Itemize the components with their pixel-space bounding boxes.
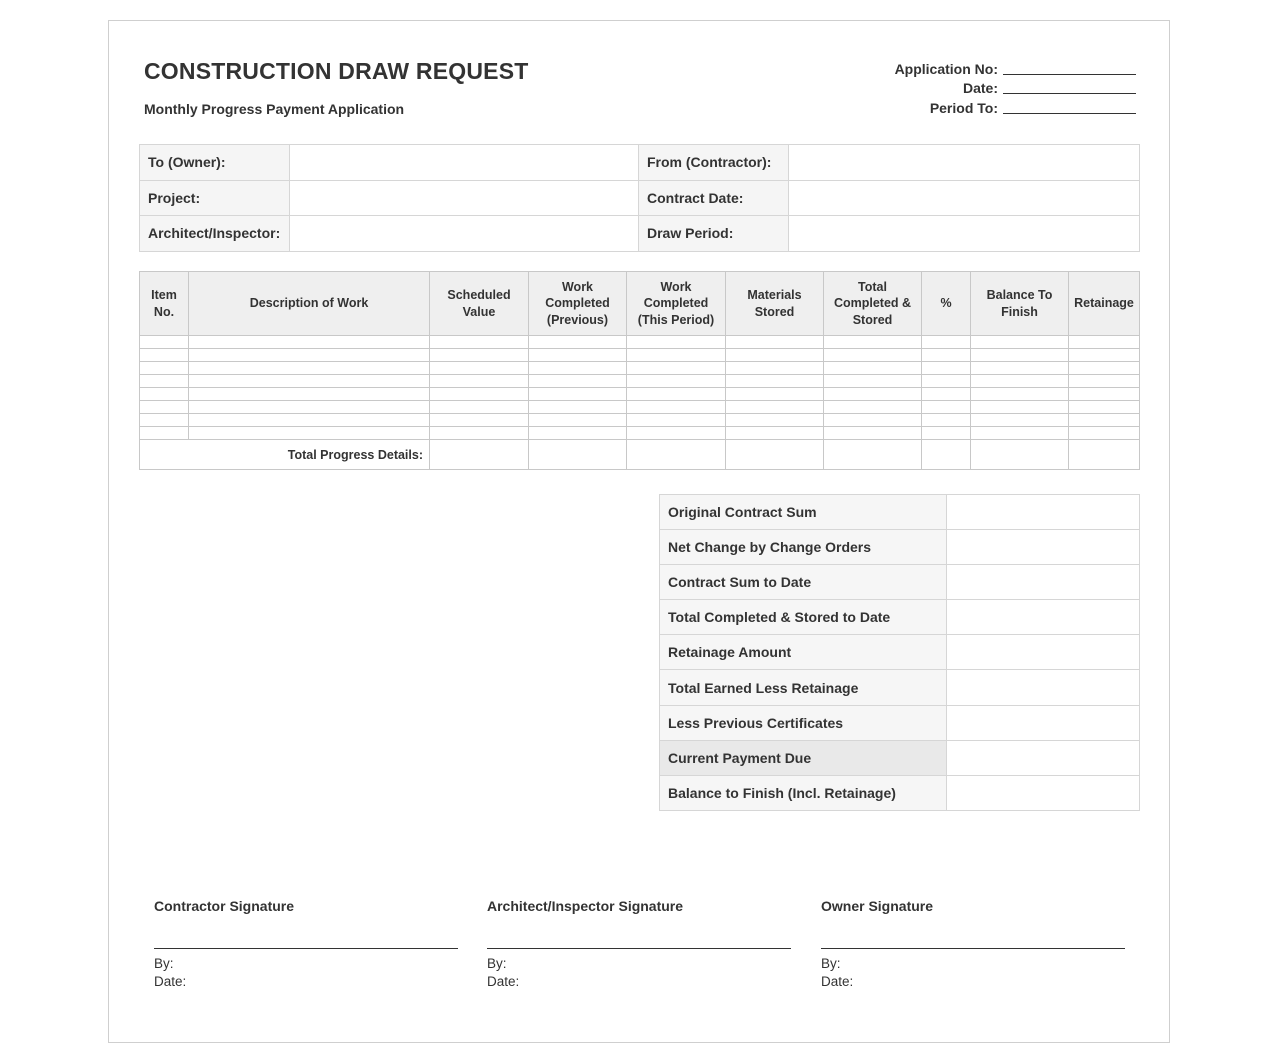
contractor-signature-line[interactable] — [154, 948, 458, 949]
table-cell[interactable] — [726, 401, 824, 414]
total-cell[interactable] — [922, 440, 971, 470]
column-header-text: (This Period) — [637, 312, 715, 327]
draw-period-field[interactable] — [789, 216, 1140, 252]
column-header — [529, 272, 627, 336]
payment-summary-table — [659, 494, 1140, 811]
table-cell[interactable] — [1069, 401, 1140, 414]
table-cell[interactable] — [1069, 427, 1140, 440]
summary-label: Total Earned Less Retainage — [660, 670, 947, 705]
table-cell[interactable] — [529, 349, 627, 362]
table-cell[interactable] — [971, 362, 1069, 375]
column-header-text: Completed — [643, 296, 709, 311]
summary-value[interactable] — [947, 565, 1140, 600]
column-header-text: Balance To — [986, 288, 1053, 302]
table-cell[interactable] — [140, 401, 189, 414]
table-cell[interactable] — [971, 349, 1069, 362]
table-cell[interactable] — [529, 336, 627, 349]
contractor-signature-title: Contractor Signature — [154, 898, 295, 914]
summary-value[interactable] — [947, 530, 1140, 565]
architect-field[interactable] — [290, 216, 639, 252]
summary-label: Contract Sum to Date — [660, 565, 947, 600]
table-cell[interactable] — [726, 349, 824, 362]
total-cell[interactable] — [529, 440, 627, 470]
table-cell[interactable] — [189, 414, 430, 427]
table-cell[interactable] — [529, 414, 627, 427]
architect-by-label: By: — [487, 956, 507, 971]
summary-label: Total Completed & Stored to Date — [660, 600, 947, 635]
contractor-field[interactable] — [789, 145, 1140, 181]
table-cell[interactable] — [430, 375, 529, 388]
summary-label: Original Contract Sum — [660, 495, 947, 530]
summary-value[interactable] — [947, 775, 1140, 810]
contract-date-label: Contract Date: — [639, 180, 789, 216]
column-header — [726, 272, 824, 336]
draw-period-label: Draw Period: — [639, 216, 789, 252]
contractor-label: From (Contractor): — [639, 145, 789, 181]
table-cell[interactable] — [140, 349, 189, 362]
table-cell[interactable] — [140, 388, 189, 401]
column-header-text: Value — [462, 304, 496, 319]
table-cell[interactable] — [1069, 336, 1140, 349]
table-row — [140, 388, 1140, 401]
page-title: CONSTRUCTION DRAW REQUEST — [144, 58, 529, 84]
table-cell[interactable] — [189, 388, 430, 401]
column-header-text: Total — [858, 279, 887, 294]
summary-row — [660, 740, 1140, 775]
summary-row — [660, 530, 1140, 565]
summary-value[interactable] — [947, 740, 1140, 775]
summary-label: Less Previous Certificates — [660, 705, 947, 740]
table-cell[interactable] — [922, 401, 971, 414]
table-cell[interactable] — [1069, 388, 1140, 401]
column-header-text: Completed — [545, 296, 610, 311]
table-cell[interactable] — [726, 388, 824, 401]
summary-value[interactable] — [947, 670, 1140, 705]
date-field[interactable] — [1003, 82, 1136, 94]
table-cell[interactable] — [430, 414, 529, 427]
table-cell[interactable] — [922, 427, 971, 440]
table-cell[interactable] — [627, 362, 726, 375]
summary-label: Net Change by Change Orders — [660, 530, 947, 565]
table-cell[interactable] — [627, 427, 726, 440]
table-cell[interactable] — [1069, 414, 1140, 427]
column-header — [627, 272, 726, 336]
table-cell[interactable] — [824, 375, 922, 388]
owner-signature-line[interactable] — [821, 948, 1125, 949]
owner-signature-block — [821, 898, 1125, 991]
table-cell[interactable] — [971, 401, 1069, 414]
contractor-by-label: By: — [154, 956, 174, 971]
table-cell[interactable] — [922, 375, 971, 388]
table-cell[interactable] — [430, 349, 529, 362]
column-header — [1069, 272, 1140, 336]
summary-row — [660, 600, 1140, 635]
table-cell[interactable] — [824, 388, 922, 401]
owner-by-label: By: — [821, 956, 841, 971]
table-cell[interactable] — [627, 336, 726, 349]
work-table-body — [140, 336, 1140, 470]
table-cell[interactable] — [189, 362, 430, 375]
table-cell[interactable] — [824, 349, 922, 362]
column-header — [430, 272, 529, 336]
table-cell[interactable] — [922, 414, 971, 427]
column-header-text: Item — [151, 288, 177, 302]
work-table-header — [140, 272, 1140, 336]
column-header — [971, 272, 1069, 336]
table-cell[interactable] — [1069, 349, 1140, 362]
period-to-field[interactable] — [1003, 102, 1136, 114]
table-cell[interactable] — [140, 336, 189, 349]
table-row — [140, 401, 1140, 414]
table-cell[interactable] — [971, 388, 1069, 401]
table-cell[interactable] — [529, 362, 627, 375]
total-cell[interactable] — [726, 440, 824, 470]
column-header — [922, 272, 971, 336]
summary-label: Balance to Finish (Incl. Retainage) — [660, 775, 947, 810]
table-cell[interactable] — [922, 336, 971, 349]
column-header — [189, 272, 430, 336]
table-cell[interactable] — [430, 401, 529, 414]
total-cell[interactable] — [430, 440, 529, 470]
total-row — [140, 440, 1140, 470]
table-cell[interactable] — [726, 414, 824, 427]
party-info-table — [139, 144, 1140, 252]
application-meta — [840, 57, 1136, 116]
total-cell[interactable] — [971, 440, 1069, 470]
owner-label: To (Owner): — [140, 145, 290, 181]
column-header-text: Stored — [754, 304, 795, 319]
architect-signature-line[interactable] — [487, 948, 791, 949]
table-row — [140, 427, 1140, 440]
column-header-text: Stored — [852, 312, 893, 327]
project-field[interactable] — [290, 180, 639, 216]
table-cell[interactable] — [189, 401, 430, 414]
table-cell[interactable] — [971, 414, 1069, 427]
table-cell[interactable] — [189, 375, 430, 388]
summary-row — [660, 565, 1140, 600]
column-header-text: % — [940, 296, 952, 311]
table-cell[interactable] — [922, 362, 971, 375]
summary-value[interactable] — [947, 495, 1140, 530]
total-cell[interactable] — [1069, 440, 1140, 470]
summary-value[interactable] — [947, 600, 1140, 635]
table-cell[interactable] — [627, 414, 726, 427]
table-row — [140, 362, 1140, 375]
table-cell[interactable] — [1069, 362, 1140, 375]
table-row — [140, 336, 1140, 349]
summary-row — [660, 670, 1140, 705]
table-cell[interactable] — [726, 375, 824, 388]
table-cell[interactable] — [824, 414, 922, 427]
column-header-text: Description of Work — [249, 296, 369, 311]
table-cell[interactable] — [529, 401, 627, 414]
table-cell[interactable] — [824, 336, 922, 349]
application-no-field[interactable] — [1003, 63, 1136, 75]
total-progress-label: Total Progress Details: — [140, 440, 430, 470]
work-progress-table — [139, 271, 1140, 470]
table-cell[interactable] — [726, 362, 824, 375]
table-cell[interactable] — [922, 349, 971, 362]
summary-label: Current Payment Due — [660, 740, 947, 775]
architect-signature-block — [487, 898, 791, 991]
period-to-label: Period To: — [929, 99, 998, 116]
total-cell[interactable] — [627, 440, 726, 470]
summary-row — [660, 635, 1140, 670]
architect-label: Architect/Inspector: — [140, 216, 290, 252]
table-cell[interactable] — [430, 336, 529, 349]
table-cell[interactable] — [971, 427, 1069, 440]
table-row — [140, 375, 1140, 388]
application-no-label: Application No: — [894, 60, 998, 77]
table-cell[interactable] — [430, 362, 529, 375]
column-header-text: Work — [660, 279, 692, 294]
table-cell[interactable] — [140, 414, 189, 427]
contract-date-field[interactable] — [789, 180, 1140, 216]
summary-label: Retainage Amount — [660, 635, 947, 670]
table-cell[interactable] — [971, 375, 1069, 388]
table-cell[interactable] — [824, 362, 922, 375]
column-header — [140, 272, 189, 336]
table-cell[interactable] — [189, 427, 430, 440]
project-label: Project: — [140, 180, 290, 216]
table-cell[interactable] — [529, 427, 627, 440]
table-cell[interactable] — [430, 388, 529, 401]
architect-signature-title: Architect/Inspector Signature — [487, 898, 684, 914]
summary-row — [660, 705, 1140, 740]
table-cell[interactable] — [189, 349, 430, 362]
table-cell[interactable] — [430, 427, 529, 440]
table-cell[interactable] — [627, 375, 726, 388]
table-cell[interactable] — [140, 375, 189, 388]
column-header-text: Materials — [747, 288, 802, 302]
info-row — [140, 216, 1140, 252]
total-cell[interactable] — [824, 440, 922, 470]
table-cell[interactable] — [529, 375, 627, 388]
date-label: Date: — [962, 80, 998, 96]
summary-value[interactable] — [947, 635, 1140, 670]
summary-value[interactable] — [947, 705, 1140, 740]
summary-row — [660, 775, 1140, 810]
table-cell[interactable] — [189, 336, 430, 349]
column-header-text: Finish — [1001, 304, 1038, 319]
info-row — [140, 145, 1140, 181]
table-cell[interactable] — [824, 401, 922, 414]
table-cell[interactable] — [627, 388, 726, 401]
contractor-signature-block — [154, 898, 458, 991]
table-row — [140, 349, 1140, 362]
column-header-text: (Previous) — [546, 312, 609, 327]
owner-field[interactable] — [290, 145, 639, 181]
architect-date-label: Date: — [487, 974, 520, 989]
table-cell[interactable] — [627, 401, 726, 414]
owner-signature-title: Owner Signature — [821, 898, 934, 914]
column-header-text: Completed & — [833, 296, 912, 311]
table-cell[interactable] — [726, 336, 824, 349]
column-header-text: Scheduled — [447, 288, 511, 302]
column-header — [824, 272, 922, 336]
table-cell[interactable] — [1069, 375, 1140, 388]
column-header-text: Retainage — [1074, 296, 1134, 311]
meta-row-date — [840, 77, 1136, 97]
info-row — [140, 180, 1140, 216]
meta-row-period-to — [840, 96, 1136, 116]
table-row — [140, 414, 1140, 427]
contractor-date-label: Date: — [154, 974, 187, 989]
table-cell[interactable] — [140, 427, 189, 440]
summary-row — [660, 495, 1140, 530]
table-cell[interactable] — [140, 362, 189, 375]
table-cell[interactable] — [529, 388, 627, 401]
meta-row-application-no — [840, 57, 1136, 77]
table-cell[interactable] — [922, 388, 971, 401]
table-cell[interactable] — [627, 349, 726, 362]
table-cell[interactable] — [726, 427, 824, 440]
owner-date-label: Date: — [821, 974, 854, 989]
column-header-text: Work — [561, 279, 594, 294]
page-subtitle: Monthly Progress Payment Application — [144, 101, 405, 117]
column-header-text: No. — [153, 304, 175, 319]
table-cell[interactable] — [971, 336, 1069, 349]
table-cell[interactable] — [824, 427, 922, 440]
